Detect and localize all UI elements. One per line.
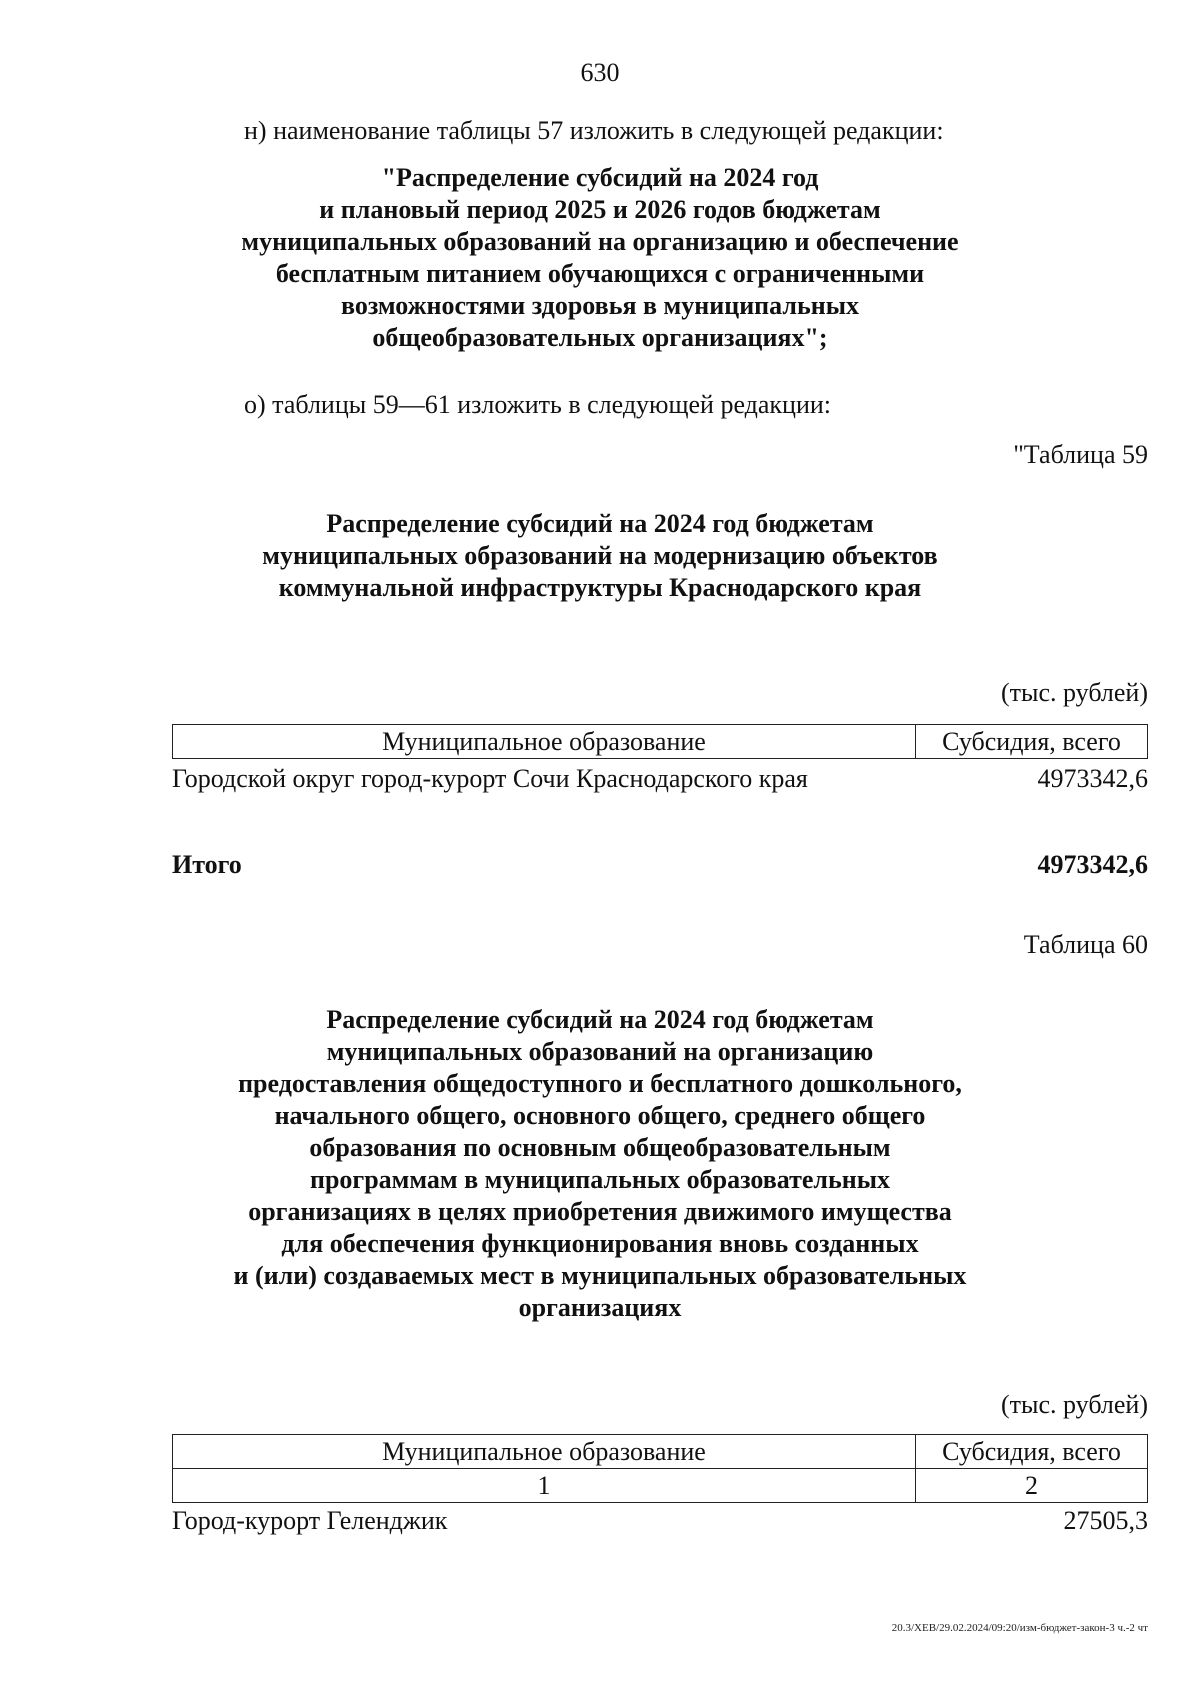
table60-title-line: программам в муниципальных образовательных [309,1165,891,1194]
table60-title-line: и (или) создаваемых мест в муниципальных образовательных [233,1261,967,1290]
table60-header-municipality: Муниципальное образование [173,1435,916,1469]
quoted-title-57-line: возможностями здоровья в муниципальных [340,291,860,320]
table60-title-line: предоставления общедоступного и бесплатного дошкольного, [238,1069,962,1098]
table60-title-line: организациях в целях приобретения движимого имущества [248,1197,952,1226]
table60-title-line: начального общего, основного общего, среднего общего [274,1101,926,1130]
table60-column-number-1: 1 [173,1469,916,1503]
table59-label: "Таблица 59 [1013,440,1148,469]
table60-units: (тыс. рублей) [1000,1390,1148,1419]
table59-title [0,508,1200,604]
table59-row-value: 4973342,6 [1037,764,1148,793]
quoted-title-57-line: общеобразовательных организациях"; [372,323,828,352]
table60-header [172,1434,1148,1503]
table60-label: Таблица 60 [1023,930,1148,959]
quoted-title-57-line: и плановый период 2025 и 2026 годов бюджетам [319,195,881,224]
document-footer-code: 20.3/ХЕВ/29.02.2024/09:20/изм-бюджет-закон-3 ч.-2 чт [891,1622,1148,1634]
table59-title-line: Распределение субсидий на 2024 год бюджетам [326,509,874,538]
table59-units: (тыс. рублей) [1000,678,1148,707]
table59-total-value: 4973342,6 [1037,850,1148,879]
table60-row-name: Город-курорт Геленджик [172,1506,448,1535]
table59-header [172,724,1148,759]
table60-title-line: организациях [518,1293,682,1322]
page-number: 630 [580,58,620,87]
table60-title-line: образования по основным общеобразовательным [309,1133,891,1162]
table59-title-line: муниципальных образований на модернизацию объектов [262,541,938,570]
table59-header-subsidy: Субсидия, всего [916,725,1148,759]
item-o-text: о) таблицы 59—61 изложить в следующей редакции: [244,390,832,419]
table60-header-subsidy: Субсидия, всего [916,1435,1148,1469]
quoted-title-57-line: муниципальных образований на организацию и обеспечение [241,227,959,256]
table60-title [0,1004,1200,1324]
item-n-text: н) наименование таблицы 57 изложить в следующей редакции: [244,116,944,145]
quoted-title-57-line: бесплатным питанием обучающихся с ограниченными [275,259,925,288]
table60-title-line: Распределение субсидий на 2024 год бюджетам [326,1005,874,1034]
table59-header-municipality: Муниципальное образование [173,725,916,759]
quoted-title-57 [0,162,1200,354]
table60-row-value: 27505,3 [1063,1506,1148,1535]
table59-title-line: коммунальной инфраструктуры Краснодарского края [278,573,922,602]
table60-column-number-2: 2 [916,1469,1148,1503]
quoted-title-57-line: "Распределение субсидий на 2024 год [381,163,819,192]
table59-row-name: Городской округ город-курорт Сочи Краснодарского края [172,764,808,793]
table60-title-line: муниципальных образований на организацию [326,1037,874,1066]
table59-total-label: Итого [172,850,242,879]
table60-title-line: для обеспечения функционирования вновь созданных [281,1229,919,1258]
